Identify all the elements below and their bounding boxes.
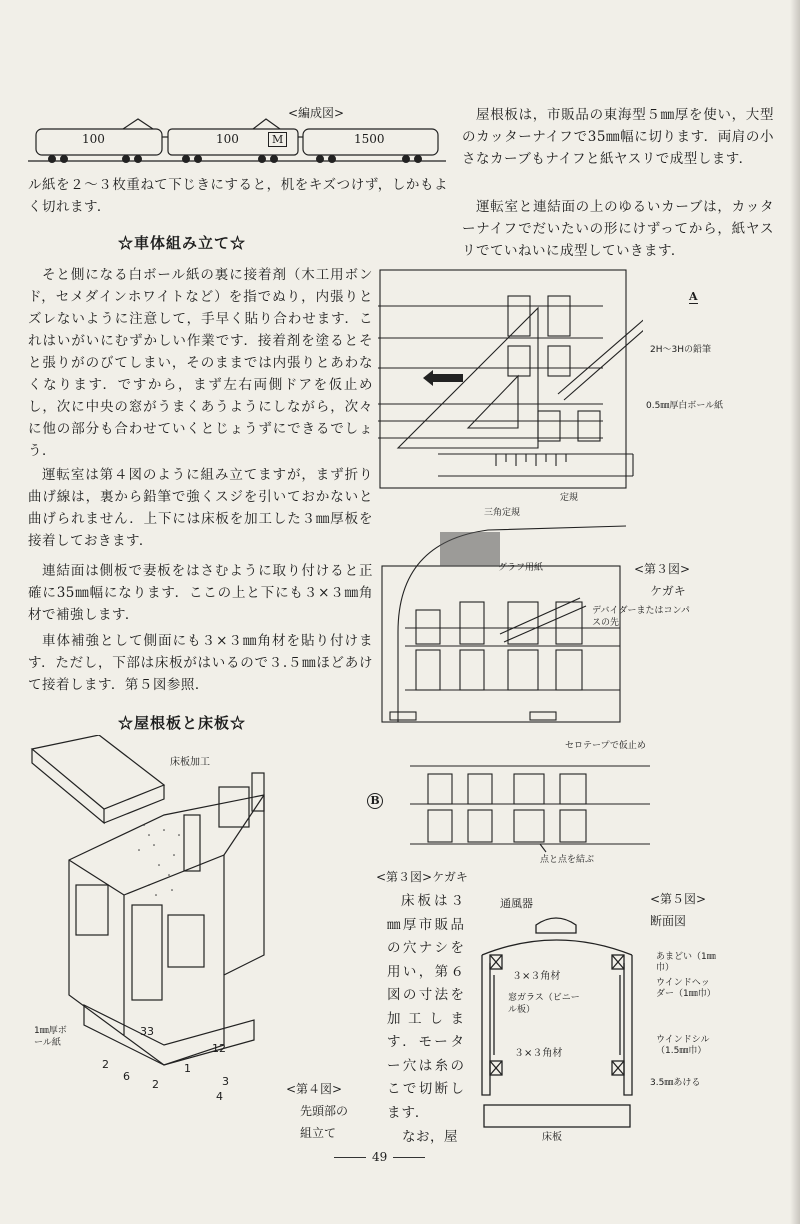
pencil-label: 2H～3Hの鉛筆	[650, 345, 711, 355]
triangle-label: 三角定規	[484, 508, 521, 518]
dim-3: 3	[222, 1075, 229, 1088]
window-sill-label: ウインドシル（1.5㎜巾）	[656, 1035, 710, 1056]
vent-label: 通風器	[500, 897, 533, 910]
figure-5-caption-sub: 断面図	[650, 914, 687, 928]
dim-2a: 2	[102, 1058, 109, 1071]
body-paragraph-3: 連結面は側板で妻板をはさむように取り付けると正確に35㎜幅になります．ここの上と下にも３×３㎜角材で補強します．	[28, 563, 373, 623]
car3-number: 1500	[354, 132, 385, 146]
gutter-label: あまどい（1㎜巾）	[656, 952, 716, 973]
floor-board-label: 床板	[542, 1132, 562, 1143]
page-number: 49	[328, 1150, 431, 1164]
figure-3b-drawing	[410, 752, 655, 862]
intro-paragraph: ル紙を２～３枚重ねて下じきにすると，机をキズつけず，しかもよく切れます．	[28, 177, 448, 215]
body-paragraph-4: 車体補強として側面にも３×３㎜角材を貼り付けます．ただし，下部は床板がはいるので３.５㎜ほどあけて接着します．第５図参照．	[28, 633, 373, 693]
ruler-label: 定規	[560, 493, 579, 503]
tape-label: セロテープで仮止め	[565, 741, 646, 751]
figure-3a-drawing	[378, 266, 643, 518]
floor-processing-label: 床板加工	[170, 757, 210, 768]
dim-2b: 2	[152, 1078, 159, 1091]
figure-4-caption-sub2: 組立て	[300, 1126, 337, 1140]
window-glass-label: 窓ガラス（ビニール板）	[508, 993, 580, 1015]
body-paragraph-2: 運転室は第４図のように組み立てますが，まず折り曲げ線は，裏から鉛筆で強くスジを引いておかないと曲げられません．上下には床板を加工した３㎜厚板を接着しておきます．	[28, 467, 373, 549]
dim-6: 6	[123, 1070, 130, 1083]
window-header-label: ウインドヘッダー（1㎜巾）	[656, 978, 716, 999]
gap-label: 3.5㎜あける	[650, 1078, 701, 1088]
figure-4-caption: <第４図>	[286, 1082, 343, 1096]
roof-paragraph-2: 運転室と連結面の上のゆるいカーブは，カッターナイフでだいたいの形にけずってから，紙ヤスリでていねいに成型していきます．	[462, 199, 774, 259]
board-label: 0.5㎜厚白ボール紙	[646, 401, 724, 411]
roof-paragraph-1: 屋根板は，市販品の東海型５㎜厚を使い，大型のカッターナイフで35㎜幅に切ります．両肩の小さなカーブもナイフと紙ヤスリで成型します．	[462, 107, 774, 167]
car2-number: 100	[216, 132, 239, 146]
page-edge-shadow	[790, 0, 800, 1224]
section-heading-body-assembly: ☆車体組み立て☆	[118, 234, 247, 252]
dim-1: 1	[184, 1062, 191, 1075]
body-paragraph-1: そと側になる白ボール紙の裏に接着剤（木工用ボンド，セメダインホワイトなど）を指でぬり，内張りとズレないように注意して，手早く貼り合わせます．これはいがいにむずかしい作業です．接着剤を塗るとそと張りがのびてしまい，そのままでは内張りとあわなくなります．ですから，まず左右両側ドアを仮止めし，次に中央の窓がうまくあうようにしながら，次々に他の部分も合わせていくとじょうずにできるでしょう．	[28, 267, 373, 459]
marker-b: B	[367, 793, 383, 809]
figure-3b-caption: <第３図>ケガキ	[376, 870, 468, 884]
board-thickness-label: 1㎜厚ボール紙	[34, 1026, 67, 1048]
marker-a: A	[689, 290, 698, 303]
motor-mark: M	[268, 132, 287, 147]
connect-dots-label: 点と点を結ぶ	[540, 855, 595, 865]
figure-3-caption: <第３図>	[634, 562, 691, 576]
figure-3-caption-sub: ケガキ	[650, 584, 686, 598]
square-bar-label-2: ３×３角材	[514, 1048, 563, 1059]
figure-4-caption-sub1: 先頭部の	[300, 1104, 349, 1118]
formation-caption: <編成図>	[288, 106, 345, 120]
figure-5-caption: <第５図>	[650, 892, 707, 906]
floor-paragraph-tail: なお，屋	[402, 1129, 458, 1145]
graph-paper-label: グラフ用紙	[498, 563, 544, 573]
dim-12: 12	[212, 1042, 226, 1055]
car1-number: 100	[82, 132, 105, 146]
section-heading-roof-floor: ☆屋根板と床板☆	[118, 714, 247, 732]
square-bar-label-1: ３×３角材	[512, 971, 561, 982]
floor-paragraph: 床板は３㎜厚市販品の穴ナシを用い，第６図の寸法を加工します．モーター穴は糸のこで切断します．	[387, 893, 465, 1121]
dim-4: 4	[216, 1090, 223, 1103]
figure-5-cross-section	[476, 905, 641, 1145]
divider-label: デバイダーまたはコンパスの先	[592, 606, 690, 628]
dim-33: 33	[140, 1025, 154, 1038]
